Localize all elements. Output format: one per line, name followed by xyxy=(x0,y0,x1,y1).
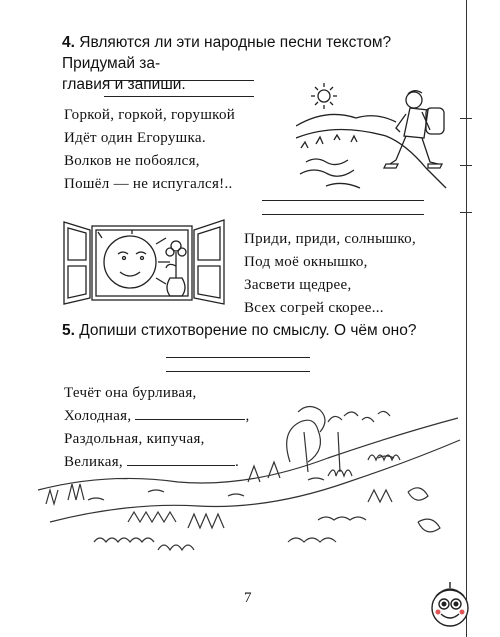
window-sun-illustration xyxy=(62,216,230,306)
answer-line[interactable] xyxy=(166,357,310,358)
margin-tick xyxy=(460,118,472,119)
task4-text-line2: главия и запиши. xyxy=(62,76,186,93)
poem2 xyxy=(244,228,464,320)
margin-tick xyxy=(460,165,472,166)
poem3-line-text: Холодная, xyxy=(64,408,132,424)
smiling-mascot-icon xyxy=(426,580,474,632)
poem3-punct: . xyxy=(235,454,240,470)
poem1-line: Волков не побоялся, xyxy=(64,153,200,169)
task4-number: 4. xyxy=(62,34,75,51)
river-bank-bottom xyxy=(50,440,460,522)
poem3-punct: , xyxy=(245,408,250,424)
task5-number: 5. xyxy=(62,322,75,339)
boy-hiker-illustration xyxy=(296,78,461,193)
poem1 xyxy=(64,104,284,196)
answer-line[interactable] xyxy=(104,96,254,97)
page-number: 7 xyxy=(244,590,252,606)
poem3-line-text: Великая, xyxy=(64,454,123,470)
river-landscape-illustration xyxy=(28,372,468,572)
margin-tick xyxy=(460,212,472,213)
poem1-line: Пошёл — не испугался!.. xyxy=(64,176,233,192)
task5-heading xyxy=(62,320,462,341)
task5-text: Допиши стихотворение по смыслу. О чём оно? xyxy=(79,322,417,339)
river-bank-top xyxy=(38,418,458,490)
poem2-line: Приди, приди, солнышко, xyxy=(244,231,417,247)
sun-icon xyxy=(318,90,330,102)
poem3-line: Раздольная, кипучая, xyxy=(64,431,205,447)
poem1-line: Горкой, горкой, горушкой xyxy=(64,107,236,123)
poem1-line: Идёт один Егорушка. xyxy=(64,130,206,146)
poem3-line: Течёт она бурливая, xyxy=(64,385,197,401)
poem2-line: Засвети щедрее, xyxy=(244,277,352,293)
answer-line[interactable] xyxy=(262,214,424,215)
answer-line[interactable] xyxy=(262,200,424,201)
tree-icon xyxy=(287,420,321,462)
poem2-line: Под моё окнышко, xyxy=(244,254,368,270)
task4-text-line1: Являются ли эти народные песни текстом? Придумай за- xyxy=(62,34,392,72)
poem2-line: Всех согрей скорее... xyxy=(244,300,384,316)
answer-line[interactable] xyxy=(104,80,254,81)
